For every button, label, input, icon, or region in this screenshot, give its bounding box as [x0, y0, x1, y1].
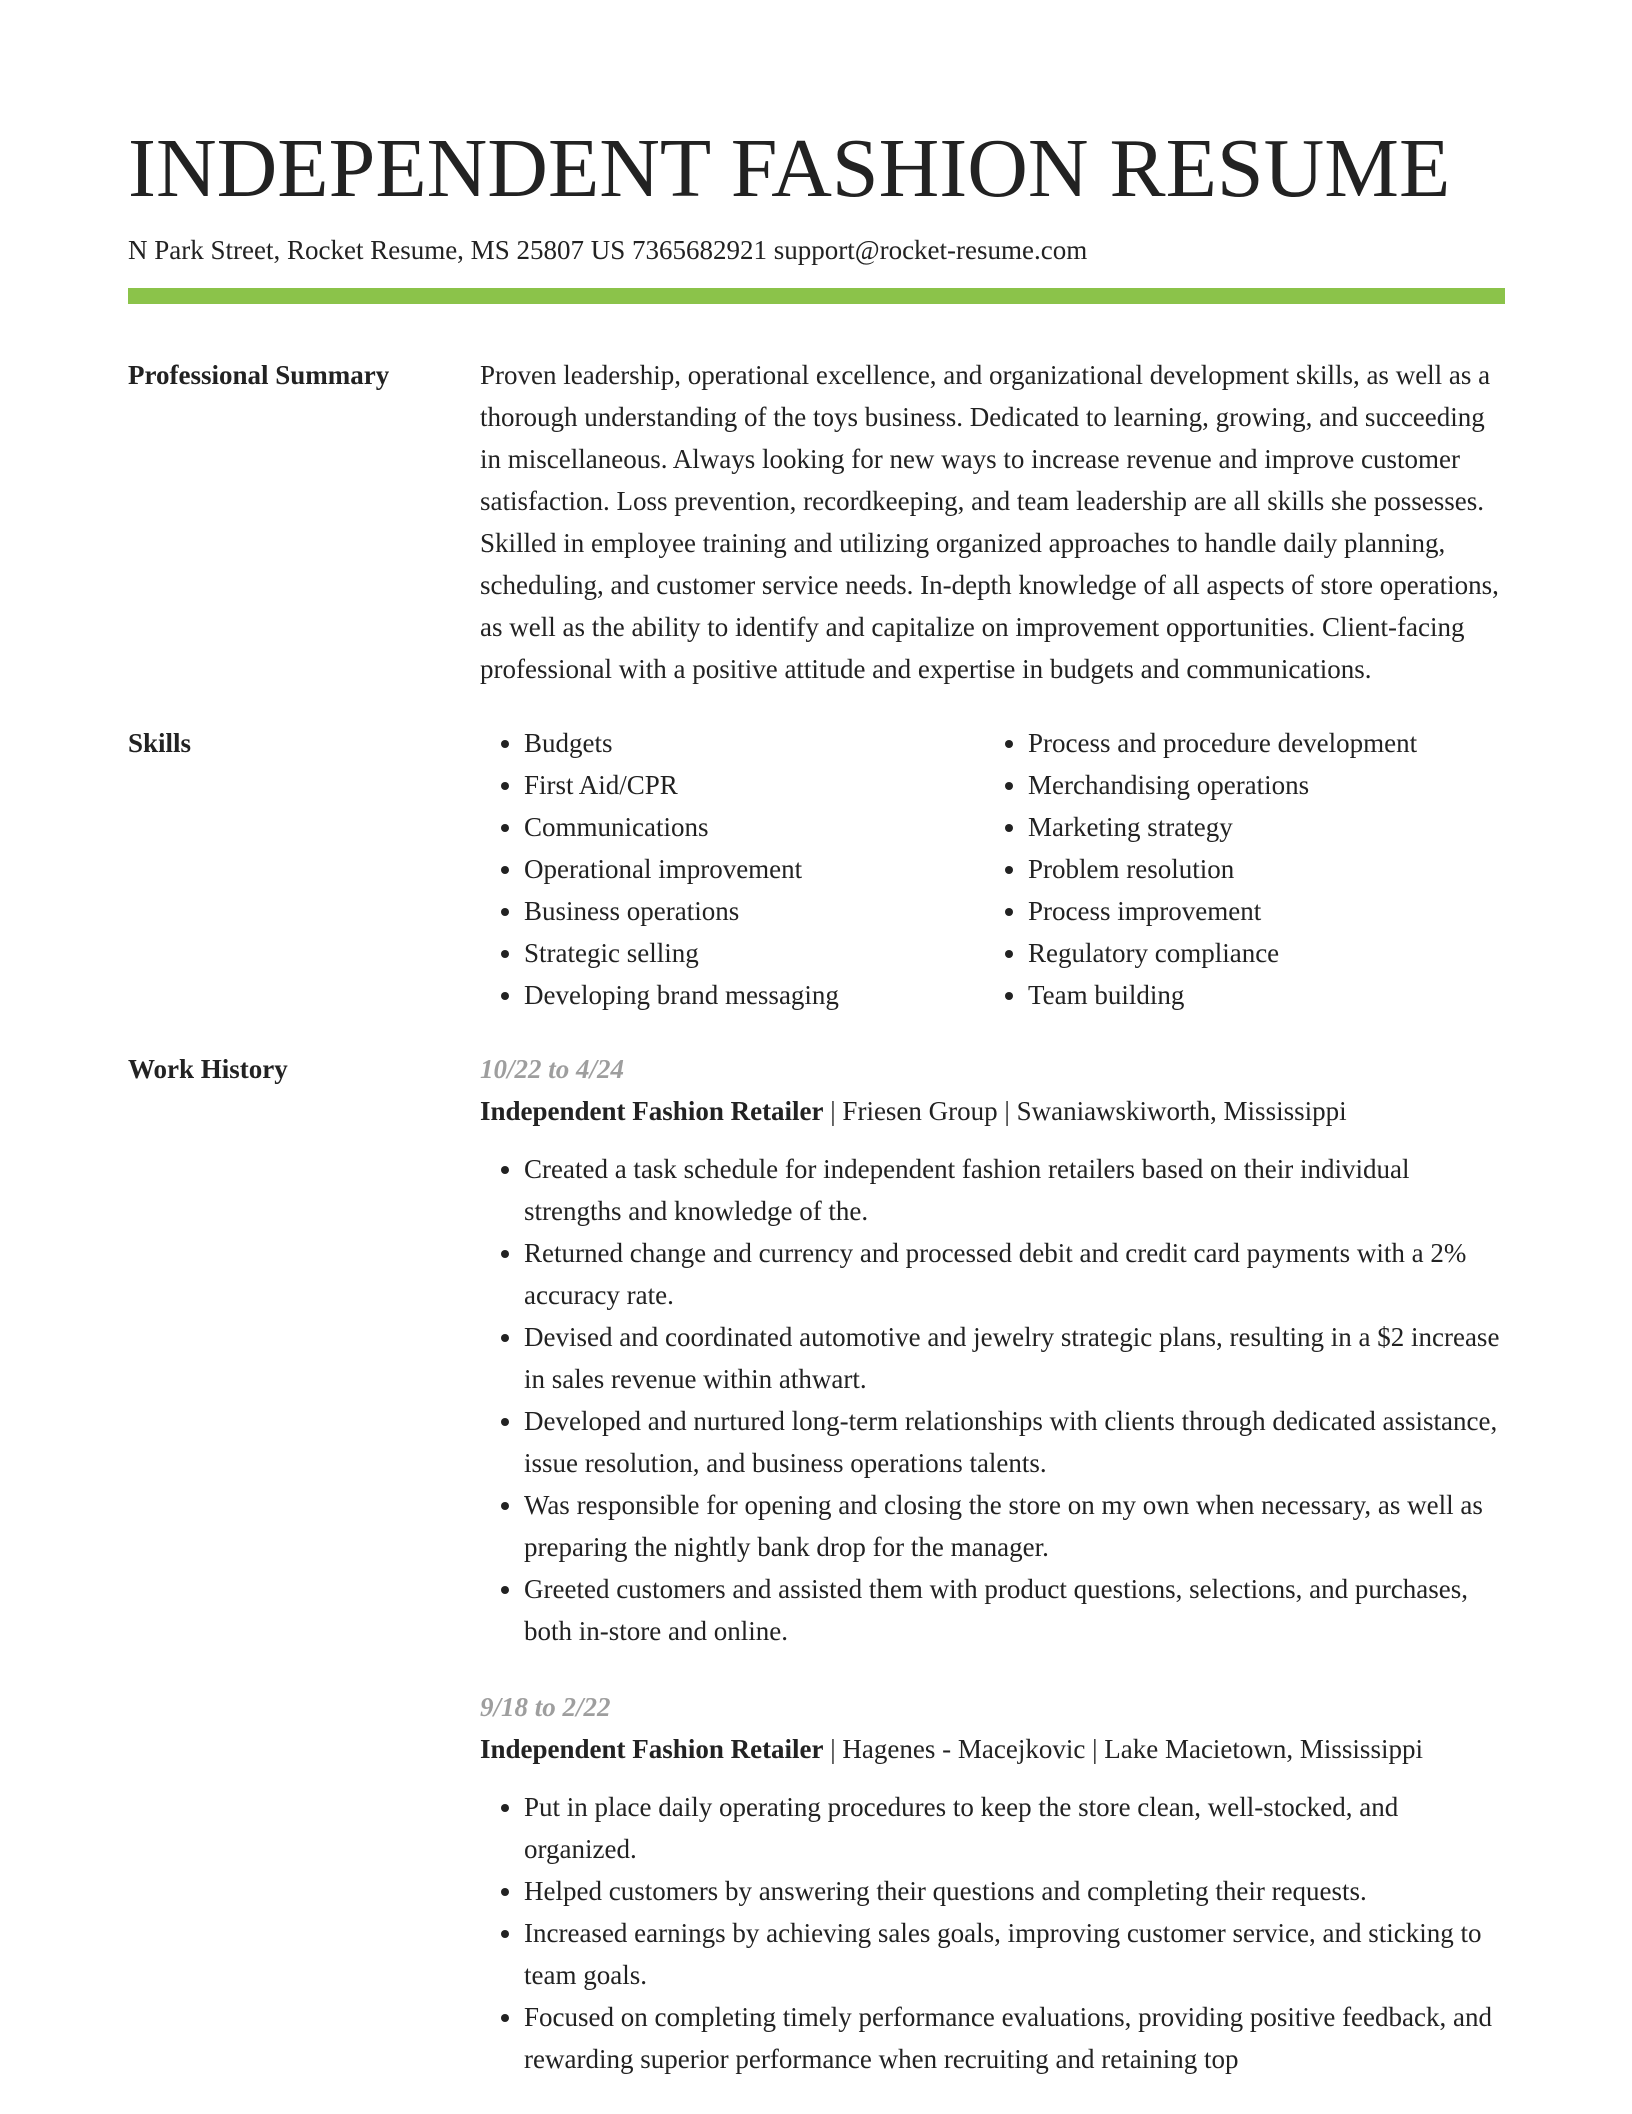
- job-bullet: • Greeted customers and assisted them with product questions, selections, and purchases, both in-store and online.: [524, 1568, 1505, 1652]
- job-details: | Friesen Group | Swaniawskiworth, Mississippi: [823, 1096, 1347, 1126]
- skills-grid: [480, 722, 1508, 1016]
- job-entry: [480, 1686, 1505, 2080]
- contact-line: N Park Street, Rocket Resume, MS 25807 US 7365682921 support@rocket-resume.com: [128, 235, 1088, 265]
- skill-item: • Operational improvement: [524, 848, 984, 890]
- job-dates: 9/18 to 2/22: [480, 1692, 611, 1722]
- skill-item: • Strategic selling: [524, 932, 984, 974]
- job-bullet: • Returned change and currency and processed debit and credit card payments with a 2% accuracy rate.: [524, 1232, 1505, 1316]
- skills-section: [128, 722, 1505, 1016]
- skill-item: • Regulatory compliance: [1028, 932, 1508, 974]
- resume-name-heading: INDEPENDENT FASHION RESUME: [128, 122, 1451, 215]
- skills-column-2: [984, 722, 1508, 1016]
- skill-item: • Communications: [524, 806, 984, 848]
- job-title: Independent Fashion Retailer: [480, 1096, 824, 1126]
- skill-item: • Team building: [1028, 974, 1508, 1016]
- skill-item: • First Aid/CPR: [524, 764, 984, 806]
- skill-item: • Budgets: [524, 722, 984, 764]
- section-label-work-history: Work History: [128, 1054, 288, 1084]
- summary-section: [128, 354, 1505, 690]
- skill-item: • Merchandising operations: [1028, 764, 1508, 806]
- job-bullet: • Helped customers by answering their questions and completing their requests.: [524, 1870, 1505, 1912]
- job-bullet: • Put in place daily operating procedures to keep the store clean, well-stocked, and organized.: [524, 1786, 1505, 1870]
- skills-column-1: [480, 722, 984, 1016]
- skill-item: • Developing brand messaging: [524, 974, 984, 1016]
- skill-item: • Process and procedure development: [1028, 722, 1508, 764]
- work-history-body: [480, 1048, 1505, 2114]
- section-label-skills: Skills: [128, 728, 192, 758]
- skill-item: • Business operations: [524, 890, 984, 932]
- accent-divider: [128, 288, 1505, 304]
- section-label-summary: Professional Summary: [128, 360, 390, 390]
- job-dates: 10/22 to 4/24: [480, 1054, 625, 1084]
- summary-text: Proven leadership, operational excellence, and organizational development skills, as well as a thorough understanding of the toys business. Dedicated to learning, growing, and succeeding in miscellaneous. Always looking for new ways to increase revenue and improve customer satisfaction. Loss prevention, recordkeeping, and team leadership are all skills she possesses. Skilled in employee training and utilizing organized approaches to handle daily planning, scheduling, and customer service needs. In-depth knowledge of all aspects of store operations, as well as the ability to identify and capitalize on improvement opportunities. Client-facing professional with a positive attitude and expertise in budgets and communications.: [480, 360, 1499, 684]
- job-title-line: [480, 1090, 1505, 1132]
- job-bullet: • Devised and coordinated automotive and jewelry strategic plans, resulting in a $2 increase in sales revenue within athwart.: [524, 1316, 1505, 1400]
- skill-item: • Problem resolution: [1028, 848, 1508, 890]
- job-title-line: [480, 1728, 1505, 1770]
- job-bullet-list: [480, 1148, 1505, 1652]
- job-bullet: • Increased earnings by achieving sales goals, improving customer service, and sticking to team goals.: [524, 1912, 1505, 1996]
- job-bullet-list: [480, 1786, 1505, 2080]
- skill-item: • Process improvement: [1028, 890, 1508, 932]
- job-entry: [480, 1048, 1505, 1652]
- job-title: Independent Fashion Retailer: [480, 1734, 824, 1764]
- job-bullet: • Developed and nurtured long-term relationships with clients through dedicated assistance, issue resolution, and business operations talents.: [524, 1400, 1505, 1484]
- skill-item: • Marketing strategy: [1028, 806, 1508, 848]
- job-details: | Hagenes - Macejkovic | Lake Macietown, Mississippi: [823, 1734, 1423, 1764]
- job-bullet: • Focused on completing timely performance evaluations, providing positive feedback, and rewarding superior performance when recruiting and retaining top: [524, 1996, 1505, 2080]
- work-history-section: [128, 1048, 1505, 2114]
- resume-page: [128, 0, 1505, 2114]
- job-bullet: • Created a task schedule for independent fashion retailers based on their individual strengths and knowledge of the.: [524, 1148, 1505, 1232]
- job-bullet: • Was responsible for opening and closing the store on my own when necessary, as well as preparing the nightly bank drop for the manager.: [524, 1484, 1505, 1568]
